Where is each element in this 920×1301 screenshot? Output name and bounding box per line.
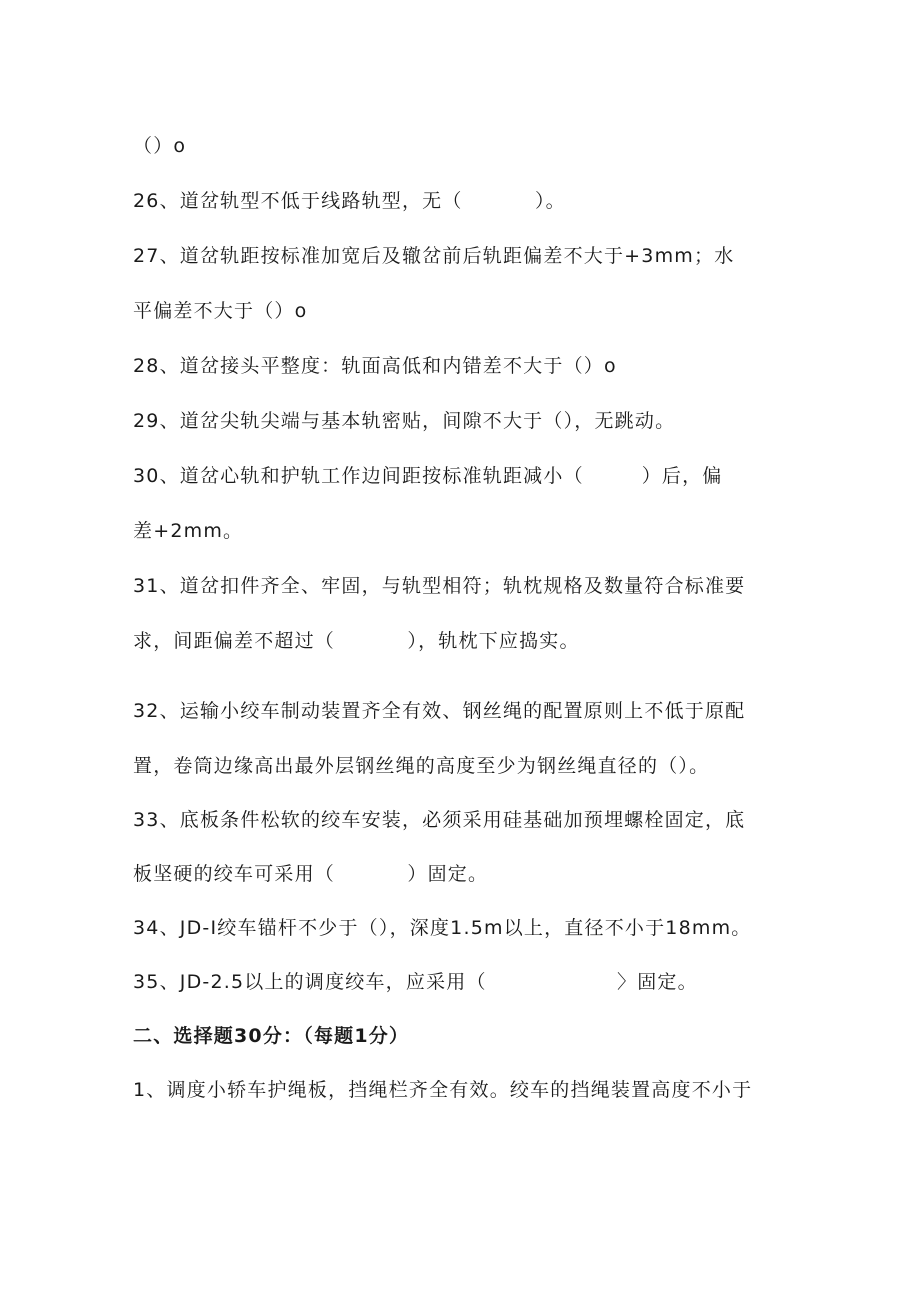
question-27-line-1: 27、道岔轨距按标准加宽后及辙岔前后轨距偏差不大于+3mm；水: [133, 245, 735, 267]
section-heading-choice: 二、选择题30分：（每题1分）: [133, 1025, 410, 1047]
question-32-line-2: 置，卷筒边缘高出最外层钢丝绳的高度至少为钢丝绳直径的（）。: [133, 755, 710, 777]
question-35: 35、JD-2.5以上的调度绞车，应采用（ 〉固定。: [133, 971, 698, 993]
question-31-line-1: 31、道岔扣件齐全、牢固，与轨型相符；轨枕规格及数量符合标准要: [133, 575, 746, 597]
question-34: 34、JD-I绞车锚杆不少于（），深度1.5m以上，直径不小于18mm。: [133, 917, 752, 939]
question-30-line-2: 差+2mm。: [133, 520, 244, 542]
question-29: 29、道岔尖轨尖端与基本轨密贴，间隙不大于（），无跳动。: [133, 410, 676, 432]
text-line-q25-tail: （）o: [133, 135, 187, 157]
question-32-line-1: 32、运输小绞车制动装置齐全有效、钢丝绳的配置原则上不低于原配: [133, 700, 746, 722]
question-31-line-2: 求，间距偏差不超过（ ），轨枕下应捣实。: [133, 630, 580, 652]
question-26: 26、道岔轨型不低于线路轨型，无（ ）。: [133, 190, 566, 212]
question-27-line-2: 平偏差不大于（）o: [133, 300, 308, 322]
choice-question-1: 1、调度小轿车护绳板，挡绳栏齐全有效。绞车的挡绳装置高度不小于: [133, 1079, 753, 1101]
question-28: 28、道岔接头平整度：轨面高低和内错差不大于（）o: [133, 355, 617, 377]
question-33-line-1: 33、底板条件松软的绞车安装，必须采用硅基础加预埋螺栓固定，底: [133, 809, 746, 831]
question-30-line-1: 30、道岔心轨和护轨工作边间距按标准轨距减小（ ）后，偏: [133, 465, 723, 487]
question-33-line-2: 板坚硬的绞车可采用（ ）固定。: [133, 863, 489, 885]
